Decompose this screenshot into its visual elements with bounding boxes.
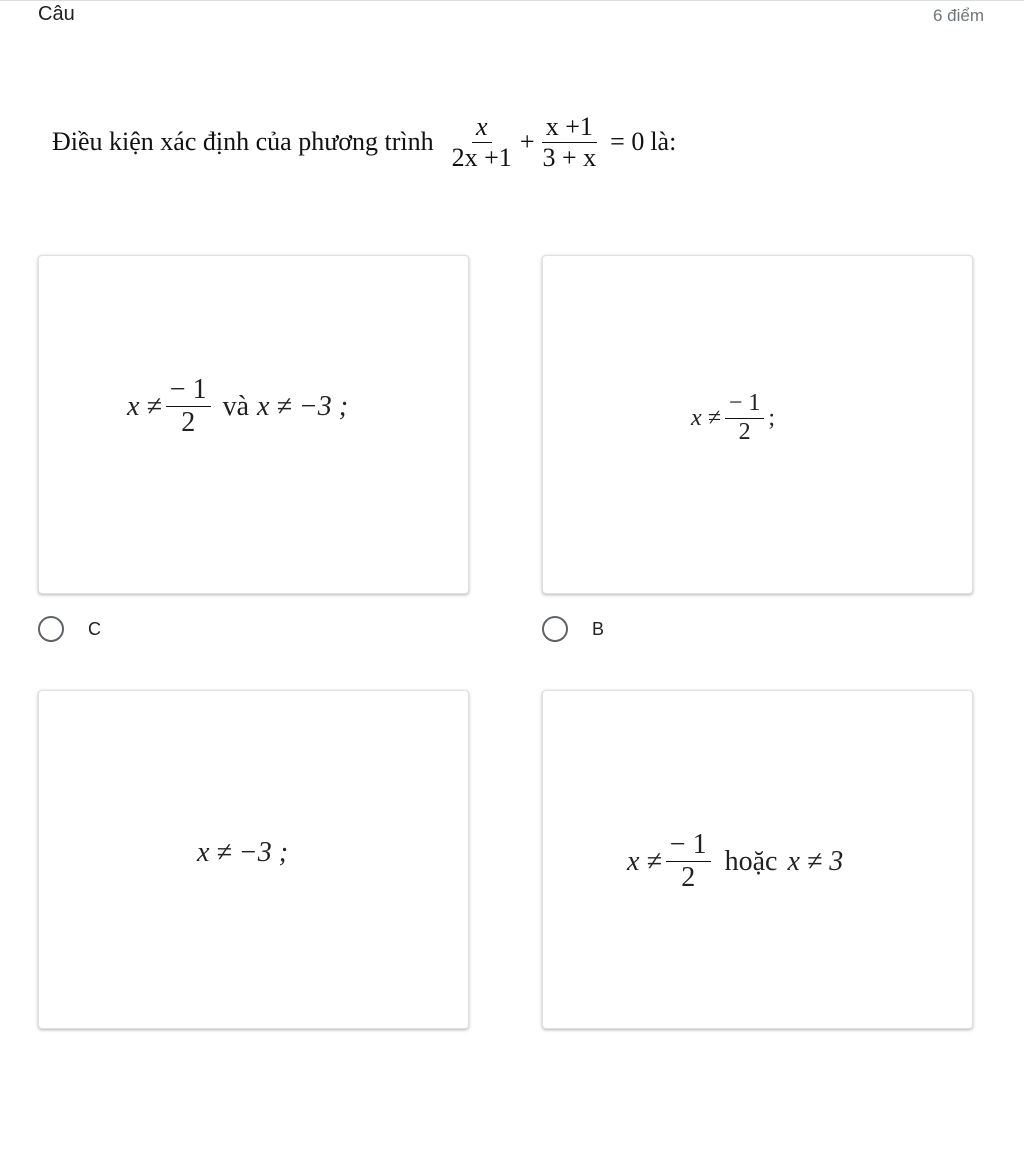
option-c-neq: x ≠ xyxy=(127,390,162,422)
option-card-b[interactable] xyxy=(542,255,973,594)
option-b-tail: ; xyxy=(768,404,776,431)
option-c-connector: và xyxy=(222,390,250,422)
fraction-term-2-denominator: 3 + x xyxy=(542,142,597,172)
option-3-expression xyxy=(197,837,288,869)
fraction-term-2-numerator: x +1 xyxy=(542,112,597,143)
option-card-4[interactable] xyxy=(542,690,973,1029)
option-card-c[interactable] xyxy=(38,255,469,594)
option-c-radio-row[interactable] xyxy=(38,616,101,642)
option-c-fraction xyxy=(166,374,211,439)
option-c-second-condition: x ≠ −3 ; xyxy=(257,390,349,422)
question-suffix: là: xyxy=(650,127,677,156)
option-b-denominator: 2 xyxy=(738,418,751,445)
option-c-radio[interactable] xyxy=(38,616,64,642)
option-4-denominator: 2 xyxy=(681,862,696,894)
option-4-fraction xyxy=(666,829,711,894)
option-c-numerator: − 1 xyxy=(166,374,211,407)
top-divider xyxy=(0,0,1024,1)
equals-zero: = 0 xyxy=(610,127,645,156)
option-4-expression xyxy=(627,829,843,894)
option-4-neq: x ≠ xyxy=(627,845,662,877)
option-b-expression xyxy=(691,390,775,446)
option-b-radio[interactable] xyxy=(542,616,568,642)
option-b-fraction xyxy=(725,390,765,446)
option-3-condition: x ≠ −3 ; xyxy=(197,837,289,868)
option-b-label: B xyxy=(592,618,605,639)
question-text xyxy=(52,104,676,180)
plus-sign: + xyxy=(519,127,535,156)
option-4-second-condition: x ≠ 3 xyxy=(787,845,844,877)
question-points: 6 điểm xyxy=(932,6,984,25)
fraction-term-1 xyxy=(448,112,516,173)
option-c-label: C xyxy=(88,618,101,639)
option-c-expression xyxy=(127,374,348,439)
option-4-numerator: − 1 xyxy=(666,829,711,862)
fraction-term-1-denominator: 2x +1 xyxy=(451,142,512,172)
option-card-3[interactable] xyxy=(38,690,469,1029)
option-4-connector: hoặc xyxy=(724,845,778,877)
option-c-denominator: 2 xyxy=(181,407,196,439)
option-b-radio-row[interactable] xyxy=(542,616,604,642)
question-prefix: Điều kiện xác định của phương trình xyxy=(52,127,434,156)
fraction-term-2 xyxy=(538,112,600,173)
fraction-term-1-numerator: x xyxy=(472,112,492,143)
option-b-numerator: − 1 xyxy=(725,390,765,419)
option-b-neq: x ≠ xyxy=(691,404,721,431)
question-label: Câu xyxy=(38,3,75,25)
